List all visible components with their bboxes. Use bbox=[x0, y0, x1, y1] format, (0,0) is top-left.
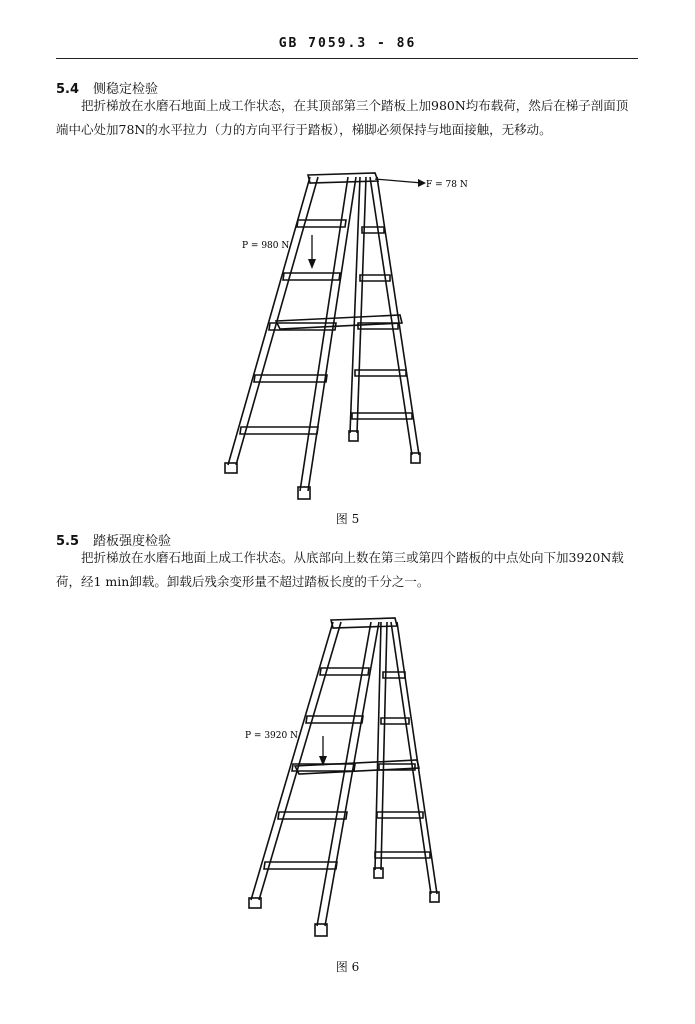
standard-code-header: GB 7059.3 - 86 bbox=[278, 36, 417, 51]
section-5-4-body: 把折梯放在水磨石地面上成工作状态，在其顶部第三个踏板上加980N均布载荷，然后在梯子剖面顶端中心处加78N的水平拉力（力的方向平行于踏板），梯脚必须保持与地面接触，无移动。 bbox=[56, 98, 629, 137]
figure-6-caption: 图 6 bbox=[335, 960, 360, 974]
section-number: 5.5 bbox=[56, 534, 80, 549]
figure-5-pull-label: F = 78 N bbox=[426, 180, 468, 190]
header-rule bbox=[56, 58, 638, 59]
figure-5-load-label: P = 980 N bbox=[242, 241, 290, 251]
figure-6-ladder-diagram bbox=[225, 612, 465, 942]
section-number: 5.4 bbox=[56, 82, 80, 97]
figure-5-caption: 图 5 bbox=[335, 512, 360, 526]
section-title: 侧稳定检验 bbox=[93, 82, 159, 97]
figure-6-load-label: P = 3920 N bbox=[245, 731, 298, 741]
section-5-5-body: 把折梯放在水磨石地面上成工作状态。从底部向上数在第三或第四个踏板的中点处向下加3920N载荷，经1 min卸载。卸载后残余变形量不超过踏板长度的千分之一。 bbox=[56, 550, 624, 589]
section-title: 踏板强度检验 bbox=[93, 534, 172, 549]
figure-5-ladder-diagram bbox=[210, 165, 490, 505]
